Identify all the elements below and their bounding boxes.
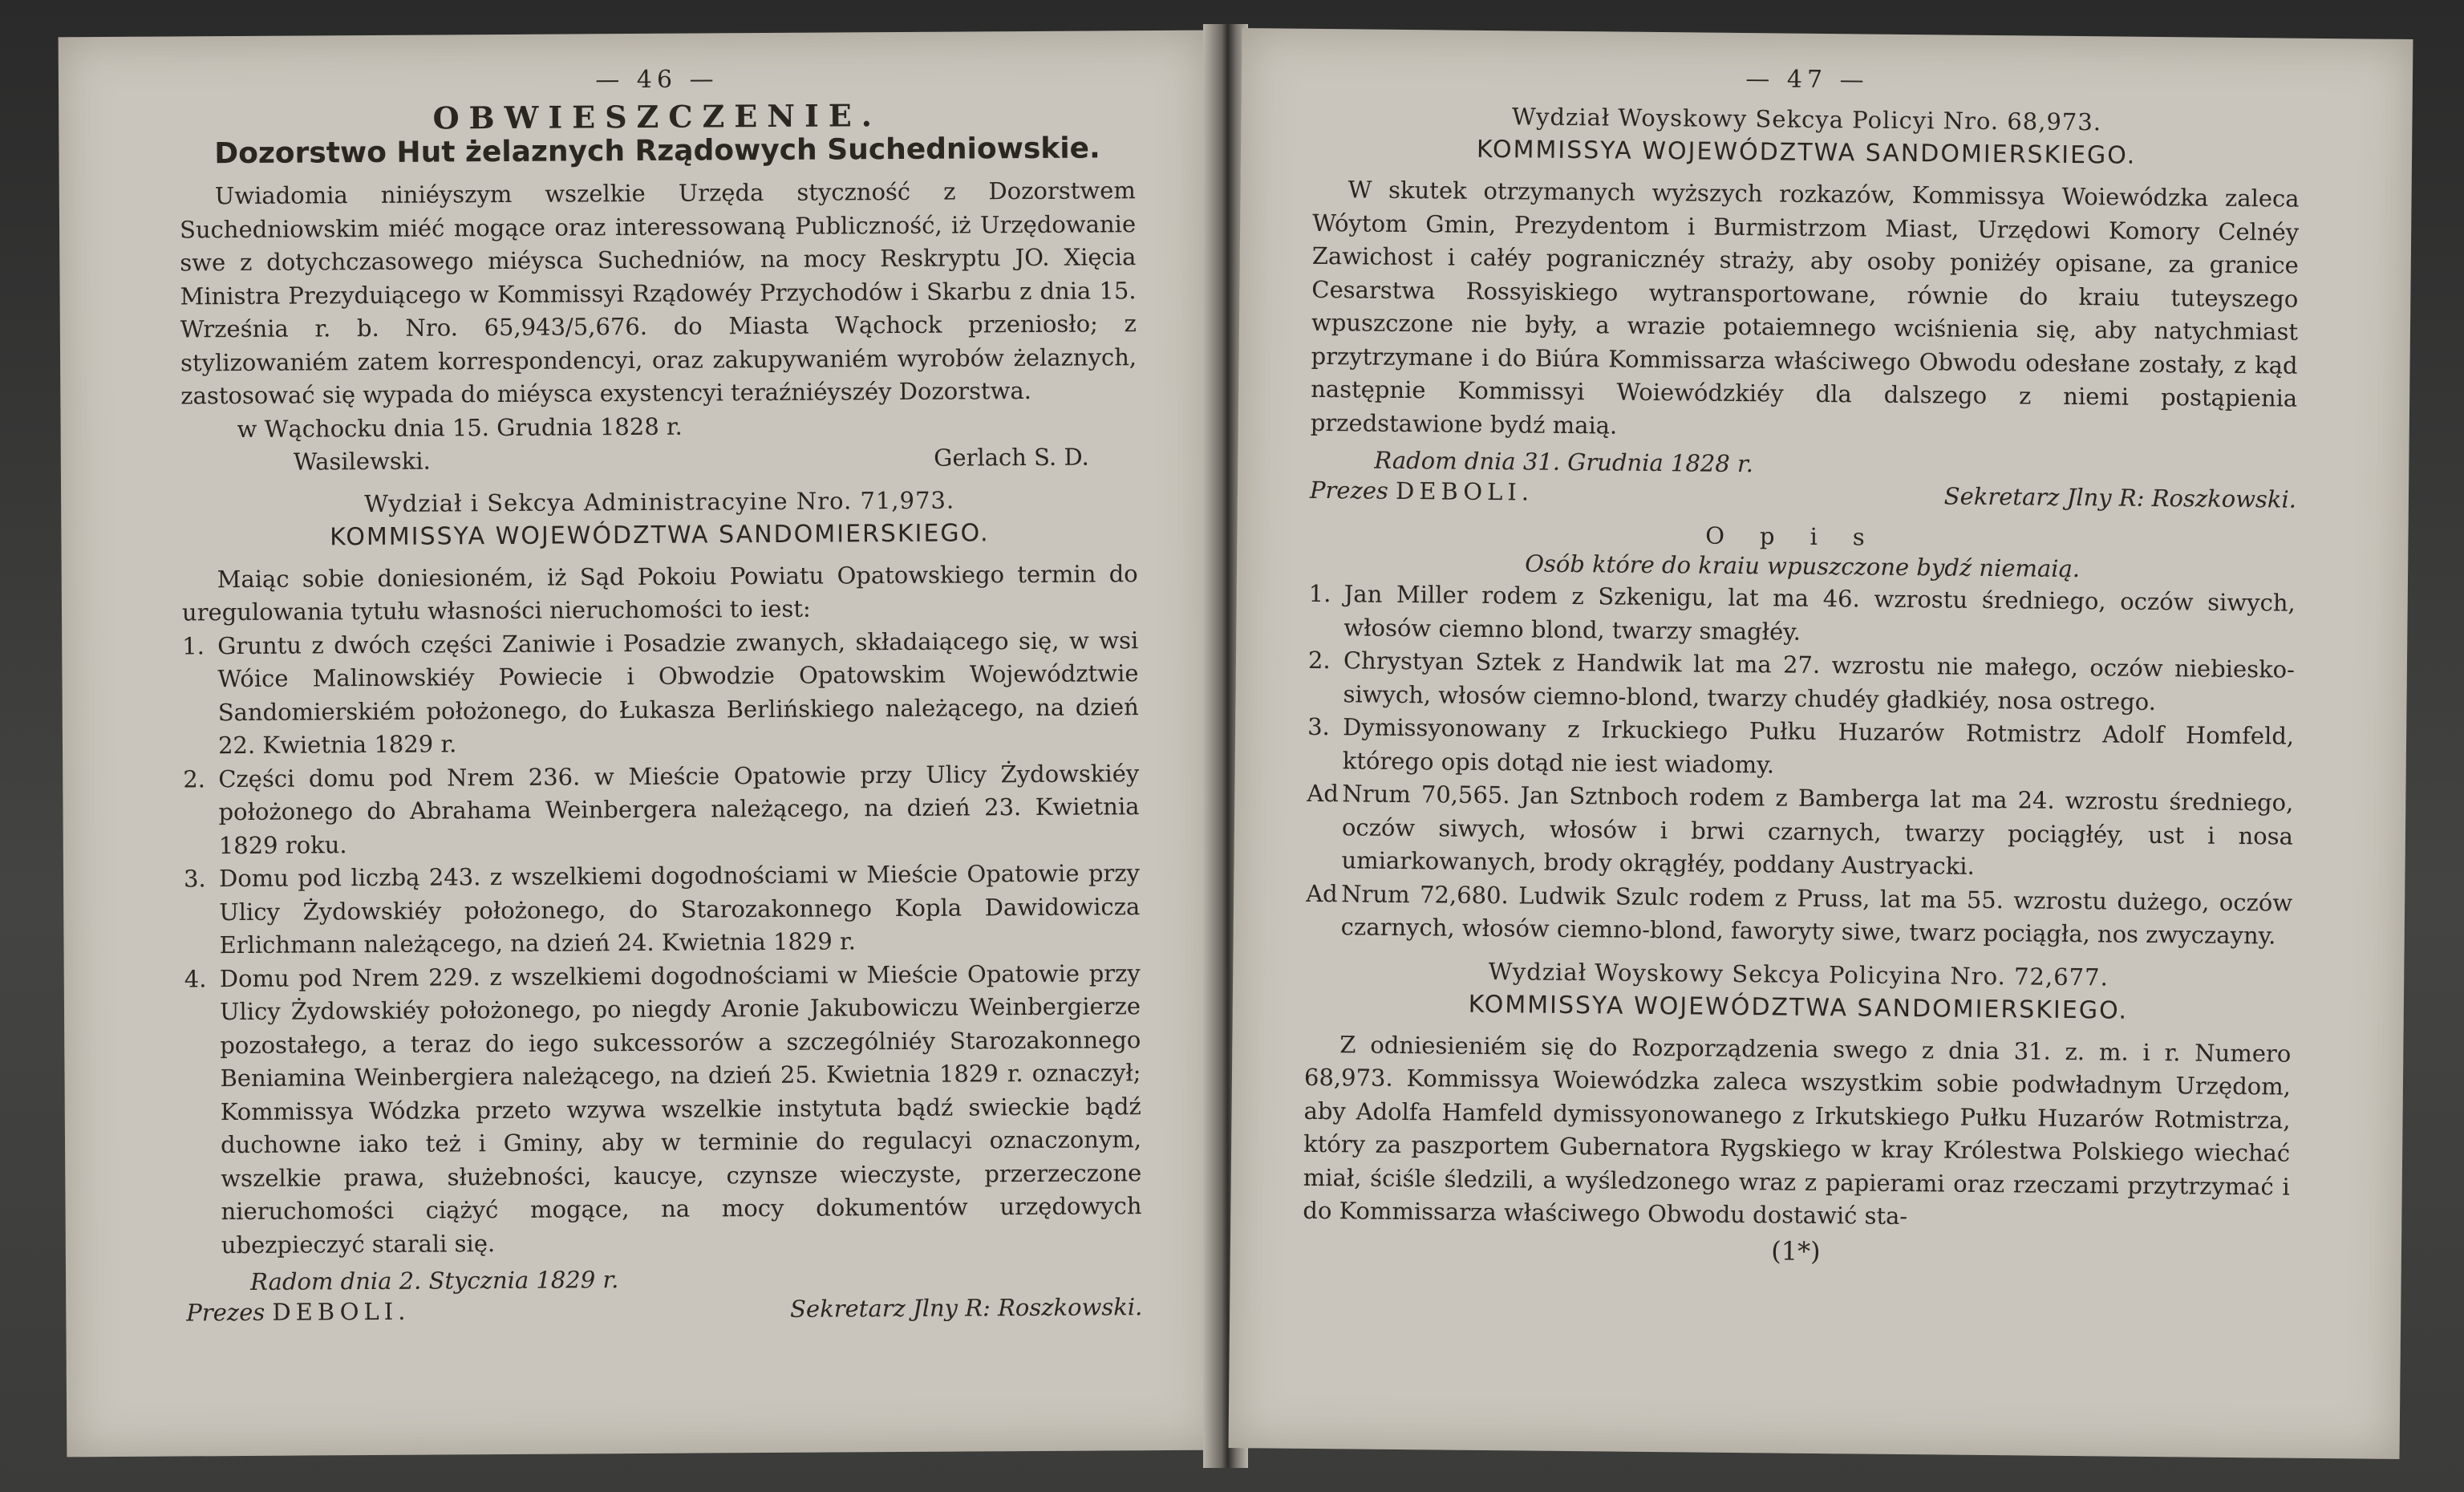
page-number: — 47 — bbox=[1745, 65, 1869, 95]
item-number: Ad bbox=[1306, 879, 1338, 907]
item-number: 4. bbox=[184, 964, 207, 992]
item-text: Nrum 70,565. Jan Sztnboch rodem z Bamberga lat ma 24. wzrostu średniego, oczów siwych, włosów i brwi czarnych, twarzy pociągłéy, ust i nosa umiarkowanych, brody okrągłéy, poddany Austryacki. bbox=[1341, 780, 2294, 880]
item-text: Chrystyan Sztek z Handwik lat ma 27. wzrostu nie małego, oczów niebiesko-siwych, włosów ciemno-blond, twarzy chudéy gładkiéy, nosa ostrego. bbox=[1343, 647, 2296, 716]
signoff-row bbox=[186, 1291, 1142, 1328]
president-name: DEBOLI. bbox=[1395, 476, 1534, 506]
notice-body: Uwiadomia niniéyszym wszelkie Urzęda styczność z Dozorstwem Suchedniowskim miéć mogące oraz interessowaną Publiczność, iż Urzędowanie swe z dotychczasowego miéysca Suchedniów, na mocy Reskryptu JO. Xięcia Ministra Prezyduiącego w Kommissyi Rządowéy Przychodów i Skarbu z dnia 15. Września r. b. Nro. 65,943/5,676. do Miasta Wąchock przeniosło; z stylizowaniém zatem korrespondencyi, oraz zakupywaniém wyrobów żelaznych, zastosować się wypada do miéysca exystencyi teraźniéyszéy Dozorstwa. bbox=[179, 176, 1137, 410]
item-text: Gruntu z dwóch części Zaniwie i Posadzie zwanych, składaiącego się, w wsi Wóice Malinowskiéy Powiecie i Obwodzie Opatowskim Województwie Sandomierskiém położonego, do Łukasza Berlińskiego należącego, na dzień 22. Kwietnia 1829 r. bbox=[217, 626, 1139, 760]
list-item bbox=[1306, 877, 2293, 953]
left-page-content bbox=[179, 63, 1143, 1328]
item-number: 3. bbox=[1307, 712, 1331, 741]
signoff-block bbox=[1310, 444, 2297, 515]
department-heading: Wydział Woyskowy Sekcya Policyina Nro. 72,677. bbox=[1488, 957, 2109, 991]
persons-list bbox=[1306, 578, 2296, 953]
notice-subtitle: Dozorstwo Hut żelaznych Rządowych Suchedniowskie. bbox=[214, 132, 1100, 171]
list-item bbox=[1306, 777, 2293, 886]
order-body: Z odniesieniém się do Rozporządzenia swego z dnia 31. z. m. i r. Numero 68,973. Kommissya Woiewódzka zaleca wszystkim sobie podwładnym Urzędom, aby Adolfa Hamfeld dymissyonowanego z Irkutskiego Pułku Huzarów Rotmistrza, który za paszportem Gubernatora Rygskiego w kray Królestwa Polskiego wiechać miał, ściśle śledzili, a wyśledzonego wraz z papierami oraz rzeczami przytrzymać i do Kommissarza właściwego Obwodu dostawić sta- bbox=[1303, 1030, 2292, 1230]
item-number: 3. bbox=[183, 865, 206, 893]
department-heading: Wydział i Sekcya Administracyine Nro. 71,973. bbox=[364, 486, 955, 517]
page-number: — 46 — bbox=[595, 65, 719, 95]
president-label: Prezes bbox=[1309, 476, 1389, 505]
president-label: Prezes bbox=[186, 1298, 265, 1327]
president-name: DEBOLI. bbox=[272, 1297, 411, 1326]
list-item bbox=[183, 757, 1140, 863]
property-list bbox=[182, 624, 1142, 1263]
item-text: Części domu pod Nrem 236. w Mieście Opatowie przy Ulicy Żydowskiéy położonego do Abrahama Weinbergera należącego, na dzień 23. Kwietnia 1829 roku. bbox=[218, 759, 1140, 859]
description-subtitle: Osób które do kraiu wpuszczone bydź niemaią. bbox=[1525, 549, 2081, 583]
president-line bbox=[1310, 475, 1534, 508]
order-body: W skutek otrzymanych wyższych rozkazów, Kommissya Woiewódzka zaleca Wóytom Gmin, Prezydentom i Burmistrzom Miast, Urzędowi Komory Celnéy Zawichost i całéy pogranicznéy straży, aby osoby poniżéy opisane, za granice Cesarstwa Rossyiskiego wytransportowane, równie do kraiu tuteyszego wpuszczone nie były, a wrazie potaiemnego wciśnienia się, aby natychmiast przytrzymane i do Biúra Kommissarza właściwego Obwodu odesłane zostały, z kąd następnie Kommissyi Woiewódzkiéy dla dalszego z niemi postąpienia przedstawione bydź maią. bbox=[1310, 176, 2300, 440]
notice-place-date: w Wąchocku dnia 15. Grudnia 1828 r. bbox=[237, 412, 683, 443]
notice-signatures bbox=[294, 440, 1089, 478]
list-item bbox=[1307, 711, 2295, 787]
signoff-date: Radom dnia 2. Stycznia 1829 r. bbox=[249, 1266, 619, 1295]
item-number: Ad bbox=[1307, 779, 1339, 808]
signoff-block bbox=[186, 1261, 1142, 1328]
signature-gerlach: Gerlach S. D. bbox=[934, 443, 1089, 472]
president-line bbox=[186, 1296, 410, 1328]
list-item bbox=[1308, 578, 2296, 654]
item-text: Jan Miller rodem z Szkenigu, lat ma 46. wzrostu średniego, oczów siwych, włosów ciemno blond, twarzy smagłéy. bbox=[1343, 580, 2296, 646]
signoff-date: Radom dnia 31. Grudnia 1828 r. bbox=[1374, 446, 1754, 478]
commission-heading: KOMMISSYA WOJEWÓDZTWA SANDOMIERSKIEGO. bbox=[330, 518, 990, 551]
left-page bbox=[59, 30, 1216, 1458]
item-number: 2. bbox=[1307, 646, 1331, 675]
item-text: Dymissyonowany z Irkuckiego Pułku Huzarów Rotmistrz Adolf Homfeld, którego opis dotąd nie iest wiadomy. bbox=[1342, 713, 2295, 778]
list-item bbox=[1307, 644, 2295, 720]
announcement-intro: Maiąc sobie doniesioném, iż Sąd Pokoiu Powiatu Opatowskiego termin do uregulowania tytułu własności nieruchomości to iest: bbox=[181, 559, 1138, 626]
secretary-line: Sekretarz Jlny R: Roszkowski. bbox=[790, 1293, 1143, 1323]
signature-mark: (1*) bbox=[1771, 1235, 1821, 1267]
item-number: 2. bbox=[183, 764, 206, 793]
right-page-content bbox=[1303, 61, 2300, 1271]
right-page bbox=[1229, 28, 2413, 1459]
secretary-line: Sekretarz Jlny R: Roszkowski. bbox=[1943, 482, 2297, 513]
item-text: Domu pod liczbą 243. z wszelkiemi dogodnościami w Mieście Opatowie przy Ulicy Żydowskiéy położonego, do Starozakonnego Kopla Dawidowicza Erlichmann należącego, na dzień 24. Kwietnia 1829 r. bbox=[218, 859, 1141, 959]
item-text: Nrum 72,680. Ludwik Szulc rodem z Pruss, lat ma 55. wzrostu dużego, oczów czarnych, włosów ciemno-blond, faworyty siwe, twarz pociągła, nos zwyczayny. bbox=[1340, 879, 2293, 950]
commission-heading: KOMMISSYA WOJEWÓDZTWA SANDOMIERSKIEGO. bbox=[1476, 135, 2137, 170]
list-item bbox=[182, 624, 1139, 763]
item-number: 1. bbox=[1308, 579, 1331, 608]
list-item bbox=[184, 857, 1141, 963]
notice-title: OBWIESZCZENIE. bbox=[432, 97, 882, 136]
signature-wasilewski: Wasilewski. bbox=[293, 447, 431, 476]
description-title: Opis bbox=[1705, 521, 1900, 551]
item-text: Domu pod Nrem 229. z wszelkiemi dogodnościami w Mieście Opatowie przy Ulicy Żydowskiéy położonego, po niegdy Aronie Jakubowiczu Weinbergierze pozostałego, a teraz do iego sukcessorów a szczególniéy Starozakonnego Beniamina Weinbergiera należącego, na dzień 25. Kwietnia 1829 r. oznaczył; Kommissya Wódzka przeto wzywa wszelkie instytuta bądź swieckie bądź duchowne iako też i Gminy, aby w terminie do regulacyi oznaczonym, wszelkie prawa, służebności, kaucye, czynsze wieczyste, przerzeczone nieruchomości ciążyć mogące, na mocy dokumentów urzędowych ubezpieczyć starali się. bbox=[219, 959, 1142, 1259]
department-heading: Wydział Woyskowy Sekcya Policyi Nro. 68,973. bbox=[1511, 103, 2102, 136]
commission-heading: KOMMISSYA WOJEWÓDZTWA SANDOMIERSKIEGO. bbox=[1468, 990, 2129, 1025]
list-item bbox=[184, 957, 1142, 1263]
item-number: 1. bbox=[182, 631, 205, 659]
